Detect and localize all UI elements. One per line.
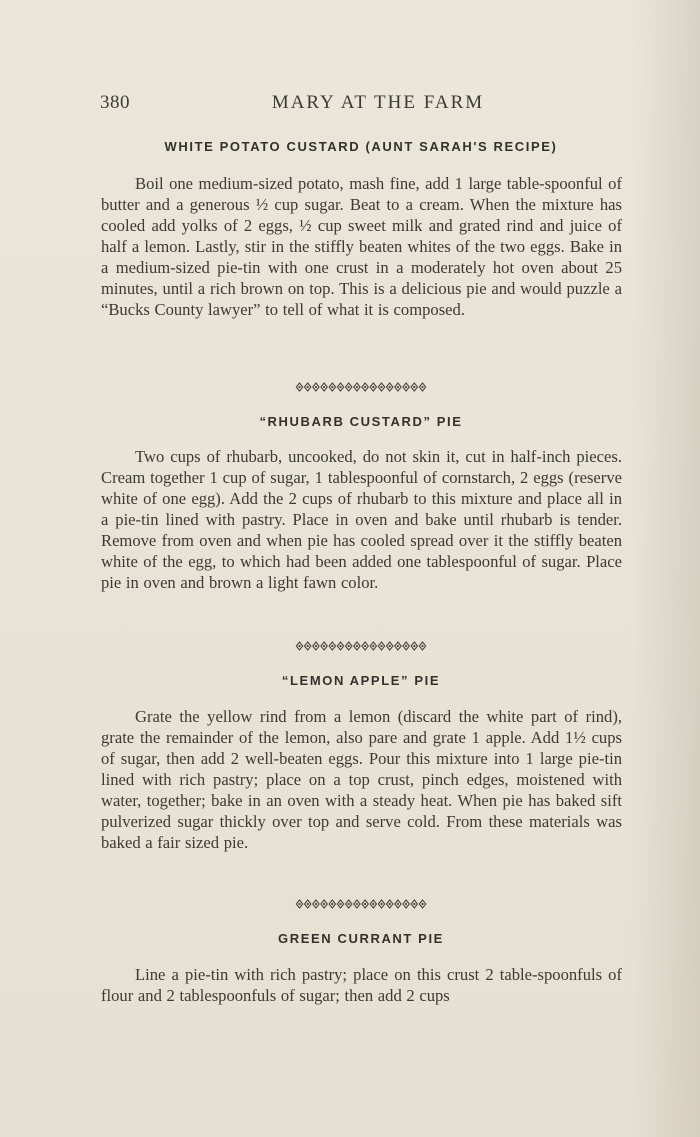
ornament-divider (100, 381, 622, 393)
ornament-divider (100, 640, 622, 652)
ornament-divider (100, 898, 622, 910)
recipe-title-lemon-apple-pie: “LEMON APPLE” PIE (281, 673, 441, 688)
ornament-divider-icon (295, 898, 427, 910)
recipe-body-white-potato-custard: Boil one medium-sized potato, mash fine, add 1 large table-spoonful of butter and a generous ½ cup sugar. Beat to a cream. When the mixture has cooled add yolks of 2 eggs, ½ cup sweet milk and grated rind and juice of half a lemon. Lastly, stir in the stiffly beaten whites of the two eggs. Bake in a medium-sized pie-tin with one crust in a moderately hot oven about 25 minutes, until a rich brown on top. This is a delicious pie and would puzzle a “Bucks County lawyer” to tell of what it is composed. (101, 174, 622, 319)
ornament-divider-icon (295, 381, 427, 393)
recipe-body-rhubarb-custard-pie: Two cups of rhubarb, uncooked, do not skin it, cut in half-inch pieces. Cream together 1 cup of sugar, 1 tablespoonful of cornstarch, 2 eggs (reserve white of one egg). Add the 2 cups of rhubarb to this mixture and place all in a pie-tin lined with pastry. Place in oven and bake until rhubarb is tender. Remove from oven and when pie has cooled spread over it the stiffly beaten white of the egg, to which had been added one tablespoonful of sugar. Place pie in oven and brown a light fawn color. (101, 447, 622, 592)
recipe-body-lemon-apple-pie: Grate the yellow rind from a lemon (discard the white part of rind), grate the remainder of the lemon, also pare and grate 1 apple. Add 1½ cups of sugar, then add 2 well-beaten eggs. Pour this mixture into 1 large pie-tin lined with rich pastry; place on a top crust, pinch edges, moistened with water, together; bake in an oven with a steady heat. When pie has baked sift pulverized sugar thickly over top and serve cold. From these materials was baked a fair sized pie. (101, 707, 622, 852)
ornament-divider-icon (295, 640, 427, 652)
recipe-title-green-currant-pie: GREEN CURRANT PIE (278, 931, 444, 946)
recipe-body-green-currant-pie: Line a pie-tin with rich pastry; place on this crust 2 table-spoonfuls of flour and 2 tablespoonfuls of sugar; then add 2 cups (101, 965, 622, 1005)
running-head: MARY AT THE FARM (271, 92, 485, 113)
recipe-title-rhubarb-custard-pie: “RHUBARB CUSTARD” PIE (259, 414, 463, 429)
page-header (100, 92, 622, 116)
page-number: 380 (100, 92, 130, 113)
recipe-title-white-potato-custard: WHITE POTATO CUSTARD (AUNT SARAH'S RECIPE) (164, 139, 558, 154)
